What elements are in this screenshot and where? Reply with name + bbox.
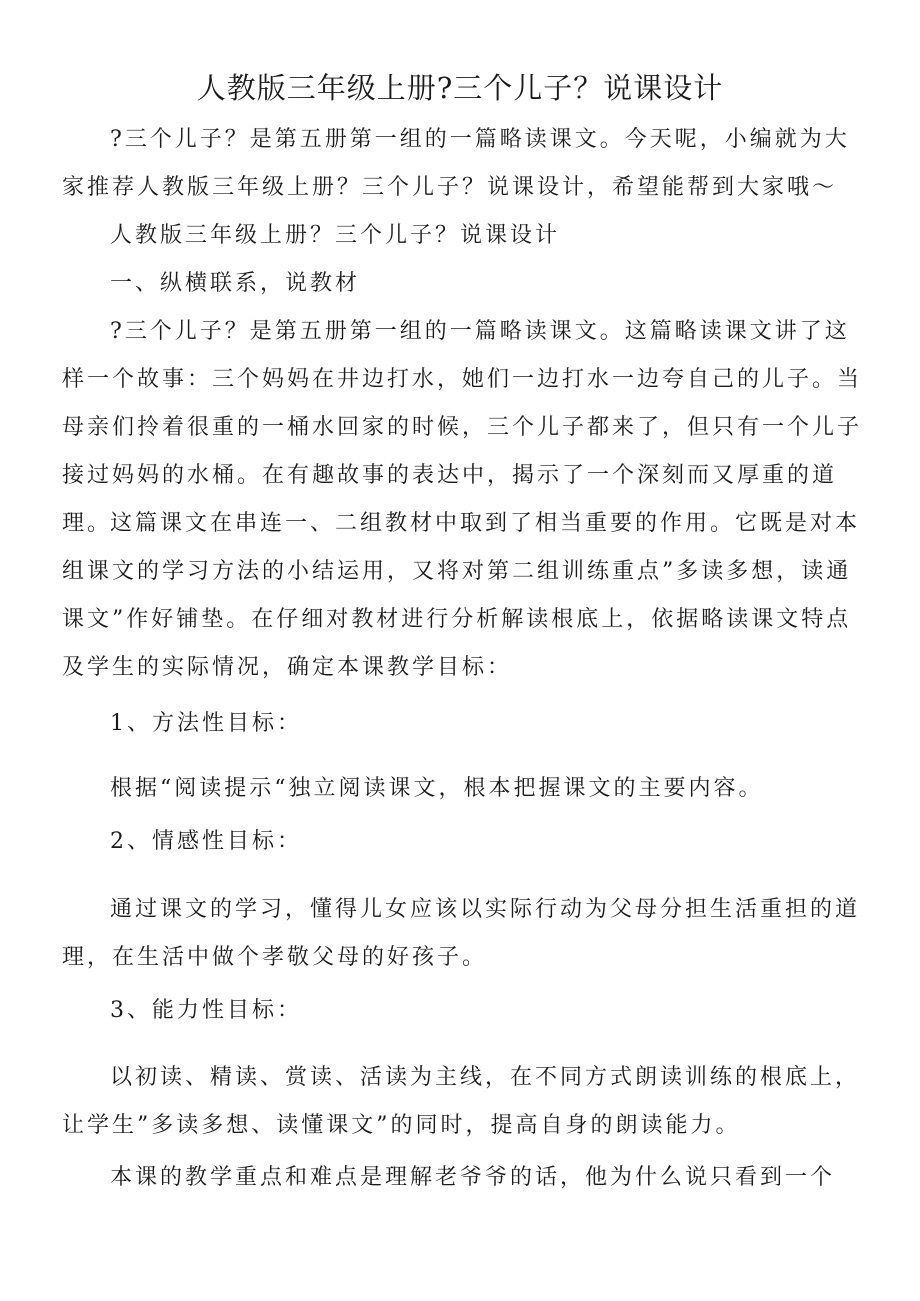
- document-title: 人教版三年级上册?三个儿子？说课设计: [196, 71, 724, 105]
- material-paragraph: 这篇课文在串连一、二组教材中取到了相当重要的作用。它既是对本组课文的学习方法的小结运用，又将对第二组训练重点”多读多想，读通课文”作好铺垫。在仔细对教材进行分析解读根底上，依据略读课文特点及学生的实际情况，确定本课教学目标：: [62, 511, 861, 680]
- key-difficulty-paragraph: 本课的教学重点和难点是理解老爷爷的话，他为什么说只看到一个: [110, 1165, 836, 1190]
- goal-3-text: 以初读、精读、赏读、活读为主线，在不同方式朗读训练的根底上，让学生”多读多想、读懂课文”的同时，提高自身的朗读能力。: [62, 1065, 861, 1138]
- goal-3-heading: 3、能力性目标：: [110, 998, 302, 1023]
- story-paragraph: ?三个儿子？是第五册第一组的一篇略读课文。这篇略读课文讲了这样一个故事：三个妈妈在井边打水，她们一边打水一边夸自己的儿子。当母亲们拎着很重的一桶水回家的时候，三个儿子都来了，但只有一个儿子接过妈妈的水桶。在有趣故事的表达中，揭示了一个深刻而又厚重的道理。: [62, 319, 863, 536]
- goal-2-text: 通过课文的学习，懂得儿女应该以实际行动为父母分担生活重担的道理，在生活中做个孝敬父母的好孩子。: [62, 897, 861, 970]
- goal-1-text: 根据“阅读提示“独立阅读课文，根本把握课文的主要内容。: [110, 776, 764, 801]
- goal-2-heading: 2、情感性目标：: [110, 829, 302, 854]
- goal-1-heading: 1、方法性目标：: [110, 711, 302, 736]
- subtitle-line: 人教版三年级上册？三个儿子？说课设计: [110, 223, 561, 248]
- intro-paragraph: ?三个儿子？是第五册第一组的一篇略读课文。今天呢，小编就为大家推荐人教版三年级上册？三个儿子？说课设计，希望能帮到大家哦～: [62, 127, 850, 200]
- section-heading: 一、纵横联系，说教材: [110, 271, 361, 296]
